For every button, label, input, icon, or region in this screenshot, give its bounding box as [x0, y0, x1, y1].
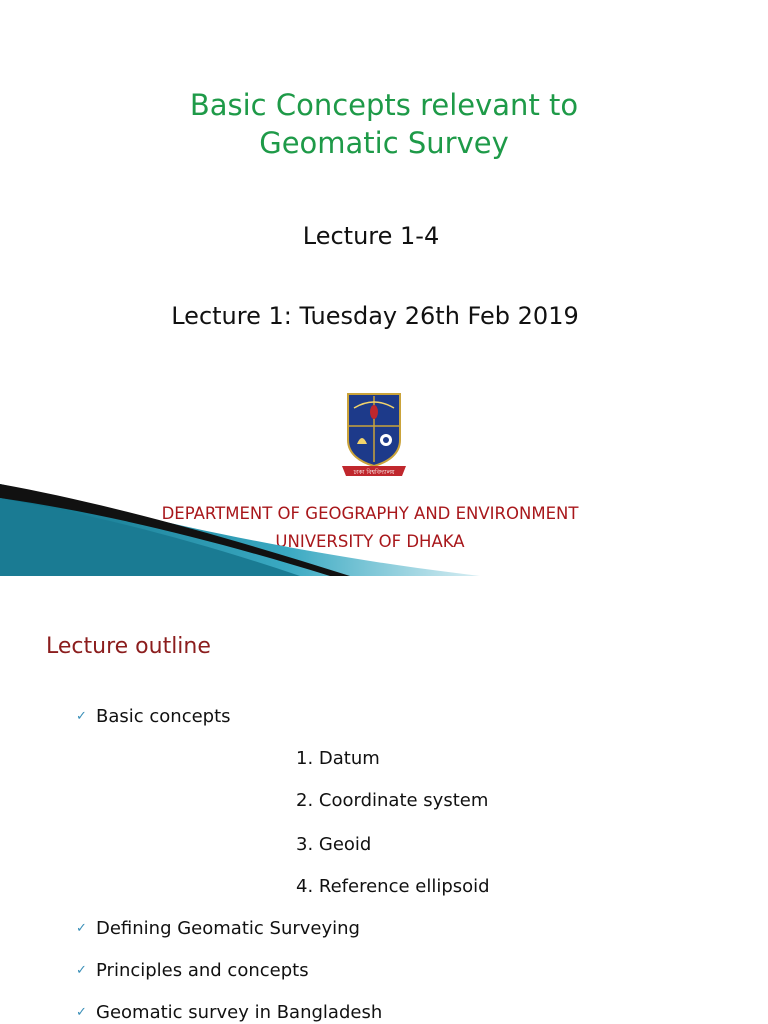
sub-list-item: 2. Coordinate system	[296, 790, 489, 811]
decorative-swoosh	[0, 470, 480, 576]
checkmark-icon: ✓	[76, 963, 87, 978]
checkmark-icon: ✓	[76, 1005, 87, 1020]
slide-title	[0, 86, 768, 162]
checkmark-icon: ✓	[76, 709, 87, 724]
list-item-label: Principles and concepts	[96, 960, 309, 981]
checkmark-icon: ✓	[76, 921, 87, 936]
lecture-date: Lecture 1: Tuesday 26th Feb 2019	[171, 302, 579, 330]
list-item-label: Basic concepts	[96, 706, 231, 727]
list-item	[76, 960, 309, 981]
lecture-range: Lecture 1-4	[302, 222, 440, 250]
list-item	[76, 918, 360, 939]
list-item	[76, 706, 231, 727]
outline-slide	[0, 590, 768, 1024]
list-item-label: Defining Geomatic Surveying	[96, 918, 360, 939]
list-item	[76, 1002, 382, 1023]
slide-title-line-2: Geomatic Survey	[259, 126, 509, 160]
department-line-1: DEPARTMENT OF GEOGRAPHY AND ENVIRONMENT	[161, 504, 579, 523]
sub-list-item: 3. Geoid	[296, 834, 372, 855]
list-item-label: Geomatic survey in Bangladesh	[96, 1002, 383, 1023]
sub-list-item: 4. Reference ellipsoid	[296, 876, 490, 897]
slide-title-line-1: Basic Concepts relevant to	[189, 88, 579, 122]
sub-list-item: 1. Datum	[296, 748, 380, 769]
outline-heading: Lecture outline	[46, 634, 211, 659]
svg-text:ঢাকা বিশ্ববিদ্যালয়: ঢাকা বিশ্ববিদ্যালয়	[353, 469, 395, 476]
department-line-2: UNIVERSITY OF DHAKA	[275, 532, 465, 551]
university-crest-icon	[340, 392, 408, 480]
